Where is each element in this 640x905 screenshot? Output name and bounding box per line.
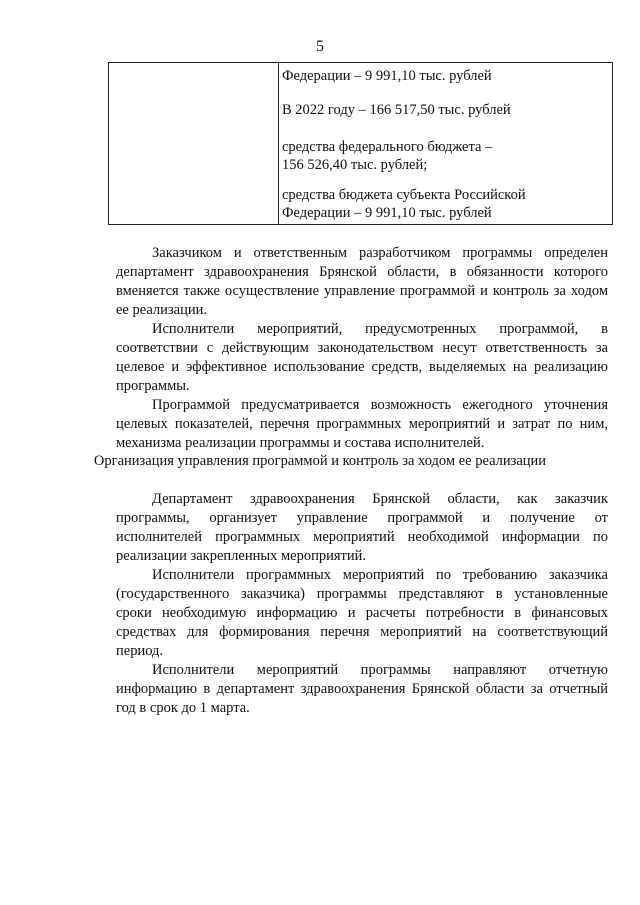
table-line: 156 526,40 тыс. рублей; <box>282 157 428 173</box>
paragraph-line: механизма реализации программы и состава исполнителей. <box>116 435 485 451</box>
paragraph-line: департамент здравоохранения Брянской области, в обязанности которого <box>116 264 608 280</box>
table-left-cell <box>109 63 279 224</box>
paragraph-line: (государственного заказчика) программы представляют в установленные <box>116 586 608 602</box>
paragraph-line: Департамент здравоохранения Брянской области, как заказчик <box>152 491 608 507</box>
table-line: В 2022 году – 166 517,50 тыс. рублей <box>282 102 511 118</box>
paragraph-line: Исполнители мероприятий программы направляют отчетную <box>152 662 608 678</box>
paragraph-line: информацию в департамент здравоохранения Брянской области за отчетный <box>116 681 608 697</box>
paragraph-line: реализации закрепленных мероприятий. <box>116 548 366 564</box>
paragraph-line: программы. <box>116 378 190 394</box>
paragraph-report <box>116 661 608 718</box>
paragraph-line: Программой предусматривается возможность ежегодного уточнения <box>152 397 608 413</box>
paragraph-line: исполнителей программных мероприятий необходимой информации по <box>116 529 608 545</box>
table-line: средства бюджета субъекта Российской <box>282 187 526 203</box>
paragraph-line: сроки необходимую информацию и расчеты потребности в финансовых <box>116 605 608 621</box>
table-line: средства федерального бюджета – <box>282 139 493 155</box>
paragraph-line: Заказчиком и ответственным разработчиком программы определен <box>152 245 608 261</box>
paragraph-executors <box>116 320 608 396</box>
table-line: Федерации – 9 991,10 тыс. рублей <box>282 68 492 84</box>
paragraph-line: средствах для формирования перечня мероприятий на соответствующий <box>116 624 608 640</box>
paragraph-line: Исполнители мероприятий, предусмотренных программой, в <box>152 321 608 337</box>
paragraph-line: период. <box>116 643 164 659</box>
financing-table <box>108 62 613 225</box>
table-line: Федерации – 9 991,10 тыс. рублей <box>282 205 492 221</box>
table-right-cell <box>279 63 612 224</box>
paragraph-department <box>116 490 608 566</box>
paragraph-line: целевых показателей, перечня программных мероприятий и затрат по ним, <box>116 416 608 432</box>
paragraph-line: соответствии с действующим законодательством несут ответственность за <box>116 340 608 356</box>
paragraph-customer <box>116 244 608 320</box>
paragraph-line: Исполнители программных мероприятий по требованию заказчика <box>152 567 608 583</box>
paragraph-line: вменяется также осуществление управление программой и контроль за ходом <box>116 283 608 299</box>
paragraph-line: год в срок до 1 марта. <box>116 700 250 716</box>
paragraph-line: целевое и эффективное использование средств, выделяемых на реализацию <box>116 359 608 375</box>
paragraph-requirements <box>116 566 608 661</box>
paragraph-line: ее реализации. <box>116 302 207 318</box>
paragraph-annual-update <box>116 396 608 453</box>
section-heading: Организация управления программой и контроль за ходом ее реализации <box>93 453 547 469</box>
page-number: 5 <box>316 38 324 55</box>
paragraph-line: программы, организует управление программой и получение от <box>116 510 608 526</box>
